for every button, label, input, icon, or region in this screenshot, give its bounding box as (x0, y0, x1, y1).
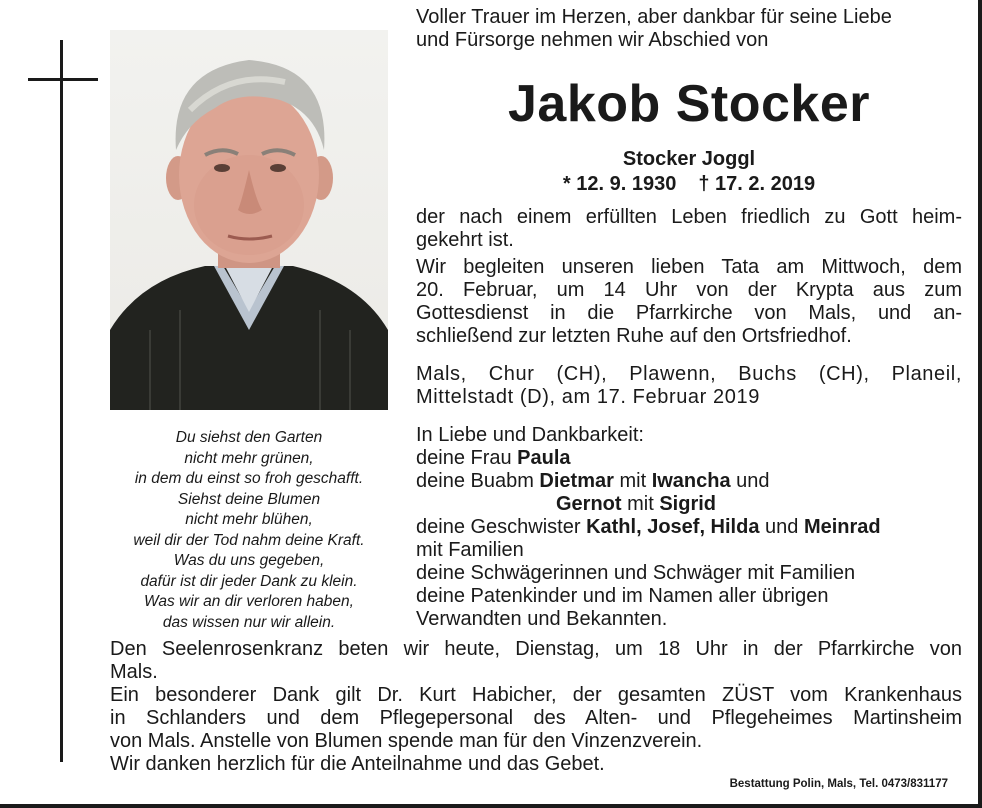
closing-line: Den Seelenrosenkranz beten wir heute, Dienstag, um 18 Uhr in der Pfarrkirche von (110, 638, 962, 660)
nickname: Stocker Joggl (622, 148, 756, 170)
closing-line: Wir danken herzlich für die Anteilnahme und das Gebet. (110, 753, 605, 775)
family-line: deine Patenkinder und im Namen aller übrigen (416, 585, 829, 607)
poem-line: nicht mehr blühen, (185, 511, 313, 528)
closing-line: Mals. (110, 661, 158, 683)
poem-line: dafür ist dir jeder Dank zu klein. (140, 572, 358, 590)
closing-line: in Schlanders und dem Pflegepersonal des Alten- und Pflegeheimes Martinsheim (110, 707, 962, 729)
family-siblings: deine Geschwister Kathl, Josef, Hilda und Meinrad (416, 516, 881, 538)
family-son-2: Gernot mit Sigrid (556, 493, 717, 515)
place-date (416, 363, 962, 409)
poem-line: Siehst deine Blumen (177, 490, 321, 508)
portrait-photo (110, 30, 388, 410)
son-name: Dietmar (539, 470, 614, 492)
family-line: deine Schwägerinnen und Schwäger mit Familien (416, 562, 856, 584)
body-line: der nach einem erfüllten Leben friedlich zu Gott heim- (416, 206, 962, 228)
family-line: Verwandten und Bekannten. (416, 608, 668, 630)
spouse-name: Iwancha (651, 470, 731, 492)
closing-line: Ein besonderer Dank gilt Dr. Kurt Habicher, der gesamten ZÜST vom Krankenhaus (110, 684, 962, 706)
birth-date: * 12. 9. 1930 (562, 173, 677, 195)
intro-line: und Fürsorge nehmen wir Abschied von (416, 29, 769, 51)
poem-line: in dem du einst so froh geschafft. (134, 470, 364, 487)
wife-name: Paula (517, 447, 571, 469)
body-line: schließend zur letzten Ruhe auf den Ortsfriedhof. (416, 325, 852, 347)
family-list (416, 424, 962, 631)
poem-line: Du siehst den Garten (175, 429, 323, 446)
body-line: gekehrt ist. (416, 229, 514, 251)
poem-line: nicht mehr grünen, (184, 449, 314, 467)
body-paragraph-2 (416, 256, 962, 348)
closing-text (110, 638, 962, 776)
family-sons: deine Buabm Dietmar mit Iwancha und (416, 470, 770, 492)
body-line: 20. Februar, um 14 Uhr von der Krypta aus zum (416, 279, 962, 301)
intro-text (416, 6, 962, 52)
intro-line: Voller Trauer im Herzen, aber dankbar für seine Liebe (416, 6, 892, 28)
poem (110, 428, 388, 633)
place-line: Mittelstadt (D), am 17. Februar 2019 (416, 386, 760, 408)
body-line: Gottesdienst in die Pfarrkirche von Mals, und an- (416, 302, 962, 324)
life-dates (416, 173, 962, 196)
cross-icon (60, 40, 63, 762)
place-line: Mals, Chur (CH), Plawenn, Buchs (CH), Planeil, (416, 363, 962, 385)
family-heading: In Liebe und Dankbarkeit: (416, 424, 644, 446)
poem-line: Was wir an dir verloren haben, (144, 593, 354, 610)
death-date: † 17. 2. 2019 (698, 173, 816, 195)
deceased-name: Jakob Stocker (508, 75, 870, 133)
cross-icon-bar (28, 78, 98, 81)
body-line: Wir begleiten unseren lieben Tata am Mittwoch, dem (416, 256, 962, 278)
son-name: Gernot (556, 493, 622, 515)
sibling-name: Meinrad (803, 516, 881, 538)
family-wife: deine Frau Paula (416, 447, 571, 469)
body-paragraph-1 (416, 206, 962, 252)
poem-line: das wissen nur wir allein. (162, 613, 336, 631)
poem-line: Was du uns gegeben, (173, 552, 325, 569)
closing-line: von Mals. Anstelle von Blumen spende man für den Vinzenzverein. (110, 730, 703, 752)
sibling-names: Kathl, Josef, Hilda (586, 516, 760, 538)
funeral-home-credit: Bestattung Polin, Mals, Tel. 0473/831177 (729, 778, 948, 790)
poem-line: weil dir der Tod nahm deine Kraft. (133, 531, 365, 549)
spouse-name: Sigrid (659, 493, 717, 515)
family-line: mit Familien (416, 539, 524, 561)
